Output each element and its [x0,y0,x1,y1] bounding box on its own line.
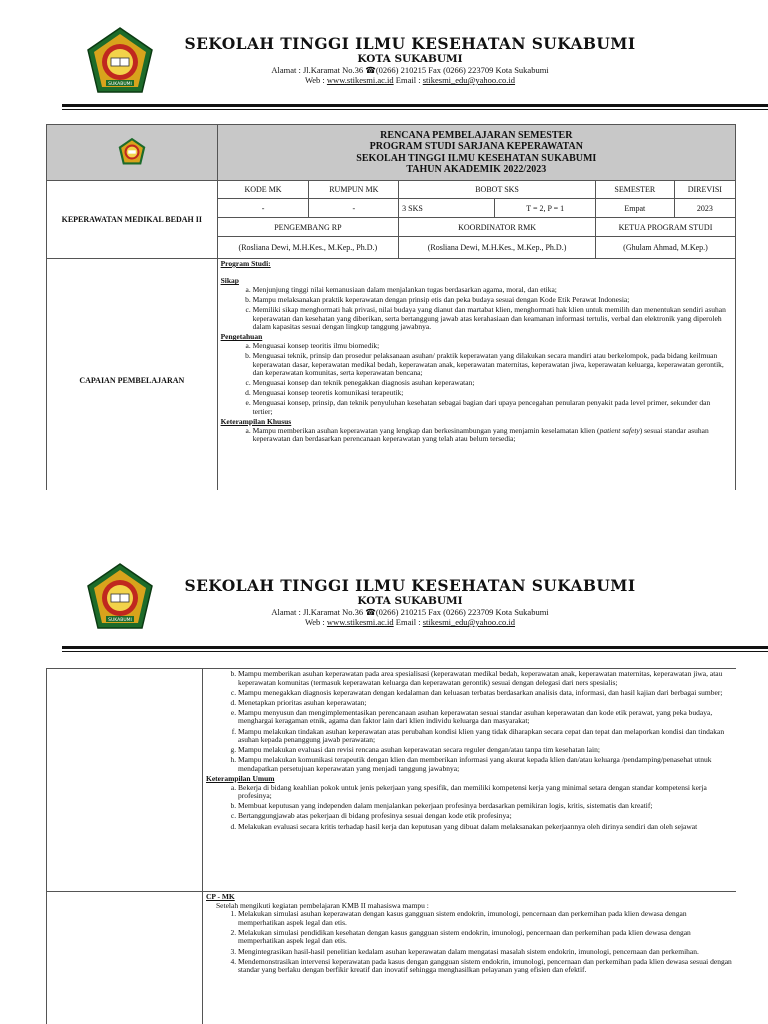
institution-address: Alamat : Jl.Karamat No.36 ☎(0266) 210215 Fax (0266) 223709 Kota Sukabumi [271,607,549,617]
val-direvisi: 2023 [674,199,735,218]
val-pengembang: (Rosliana Dewi, M.H.Kes., M.Kep., Ph.D.) [217,237,399,259]
col-koordinator: KOORDINATOR RMK [399,218,596,237]
rps-title: RENCANA PEMBELAJARAN SEMESTER PROGRAM STUDI SARJANA KEPERAWATAN SEKOLAH TINGGI ILMU KESEHATAN SUKABUMI TAHUN AKADEMIK 2022/2023 [217,125,735,181]
val-kode-mk: - [217,199,309,218]
capaian-label: CAPAIAN PEMBELAJARAN [47,259,218,491]
svg-text:SUKABUMI: SUKABUMI [108,82,132,87]
list-item: 4. Mendemonstrasikan intervensi keperawatan pada kasus dengan gangguan sistem endokrin, imunologi, pencernaan dan perkemihan pada klien dewasa sesuai dengan standar yang berlaku dengan berfikir kreatif dan inovatif sehingga menghasilkan pelayanan yang efisien dan efektif. [238,958,733,975]
col-direvisi: DIREVISI [674,181,735,199]
pengetahuan-heading: Pengetahuan [220,332,263,342]
list-item: 2. Melakukan simulasi pendidikan kesehatan dengan kasus gangguan sistem endokrin, imunologi, pencernaan dan perkemihan pada klien dewasa dengan memperhatikan aspek legal dan etis. [238,929,733,946]
cpmk-heading: CP - MK [206,892,235,901]
rps-page1-clip [46,124,736,490]
list-item: h. Mampu melakukan komunikasi terapeutik dengan klien dan memberikan informasi yang akurat kepada klien dan/atau keluarga /pendamping/penasehat utnuk mendapatkan persetujuan keperawatan yang menjadi tanggung jawabnya; [238,756,733,773]
keterampilan-umum-heading: Keterampilan Umum [206,774,275,784]
list-item: d. Melakukan evaluasi secara kritis terhadap hasil kerja dan keputusan yang dibuat dalam melaksanakan pekerjaannya oleh dirinya sendiri dan oleh sejawat [238,823,733,832]
col-kode-mk: KODE MK [217,181,309,199]
institution-city: KOTA SUKABUMI [357,595,463,607]
cpmk-content [203,892,737,1024]
list-item: b. Membuat keputusan yang independen dalam menjalankan pekerjaan profesinya berdasarkan pemikiran logis, kritis, sistematis dan kreatif; [238,802,733,811]
letterhead-page2 [0,562,768,644]
col-rumpun-mk: RUMPUN MK [309,181,399,199]
letterhead-rule [62,104,768,107]
list-item: 3. Mengintegrasikan hasil-hasil penelitian kedalam asuhan keperawatan dalam mengatasi masalah sistem endokrin, imunologi, pencernaan dan perkemihan. [238,948,733,957]
letterhead-rule-thin [62,109,768,110]
list-item: b. Mampu memberikan asuhan keperawatan pada area spesialisasi (keperawatan medikal bedah, keperawatan anak, keperawatan maternitas, keperawatan jiwa, atau keperawatan komunitas (termasuk keperawatan keluarga dan keperawatan gerontik) sesuai dengan delegasi dari ners spesialis; [238,670,733,687]
list-item: a. Menguasai konsep teoritis ilmu biomedik; [253,342,732,351]
institution-address: Alamat : Jl.Karamat No.36 ☎(0266) 210215 Fax (0266) 223709 Kota Sukabumi [271,65,549,75]
list-item: b. Mampu melaksanakan praktik keperawatan dengan prinsip etis dan peka budaya sesuai dengan Kode Etik Perawat Indonesia; [253,296,732,305]
program-studi-heading: Program Studi: [220,259,271,268]
val-koordinator: (Rosliana Dewi, M.H.Kes., M.Kep., Ph.D.) [399,237,596,259]
capaian-content-continued [203,669,737,892]
institution-logo-small [115,137,149,167]
rps-table-page1 [46,124,736,490]
capaian-content [217,259,735,491]
letterhead-rule [62,646,768,649]
keterampilan-khusus-heading: Keterampilan Khusus [220,417,292,427]
val-ketua-prodi: (Ghulam Ahmad, M.Kep.) [595,237,735,259]
list-item: e. Mampu menyusun dan mengimplementasikan perencanaan asuhan keperawatan sesuai standar asuhan keperawatan dan kode etik perawat, yang peka budaya, menghargai keragaman etnik, agama dan faktor lain dari klien individu keluarga dan masyarakat; [238,709,733,726]
list-item: f. Mampu melakukan tindakan asuhan keperawatan atas perubahan kondisi klien yang tidak diharapkan secara cepat dan tepat dan melaporkan kondisi dan tindakan asuhan kepada penanggung jawab perawatan; [238,728,733,745]
list-item: a. Bekerja di bidang keahlian pokok untuk jenis pekerjaan yang spesifik, dan memiliki kompetensi kerja yang minimal setara dengan standar kompetensi kerja profesinya; [238,784,733,801]
list-item: a. Menjunjung tinggi nilai kemanusiaan dalam menjalankan tugas berdasarkan agama, moral, dan etika; [253,286,732,295]
svg-text:SUKABUMI: SUKABUMI [108,618,132,623]
email-link[interactable]: stikesmi_edu@yahoo.co.id [422,75,516,85]
list-item: c. Bertanggungjawab atas pekerjaan di bidang profesinya sesuai dengan kode etik profesinya; [238,812,733,821]
institution-contact: Web : www.stikesmi.ac.id Email : stikesmi_edu@yahoo.co.id [304,75,516,85]
list-item: g. Mampu melakukan evaluasi dan revisi rencana asuhan keperawatan secara reguler dengan/atau tanpa tim kesehatan lain; [238,746,733,755]
website-link[interactable]: www.stikesmi.ac.id [326,75,394,85]
keterampilan-khusus-list-continued [206,670,733,774]
keterampilan-umum-list [206,784,733,831]
course-name: KEPERAWATAN MEDIKAL BEDAH II [47,181,218,259]
cpmk-list [206,910,733,975]
list-item: b. Menguasai teknik, prinsip dan prosedur pelaksanaan asuhan/ praktik keperawatan yang dilakukan secara mandiri atau berkelompok, pada bidang keilmuan keperawatan dasar, keperawatan medikal bedah, keperawatan anak, keperawatan maternitas, keperawatan jiwa, keperawatan keluarga, keperawatan gerontik, dan keperawatan komunitas, serta keperawatan bencana; [253,352,732,378]
pengetahuan-list [221,342,732,417]
institution-name: SEKOLAH TINGGI ILMU KESEHATAN SUKABUMI [184,576,636,595]
list-item: a. Mampu memberikan asuhan keperawatan yang lengkap dan berkesinambungan yang menjamin keselamatan klien (patient safety) sesuai standar asuhan keperawatan dan berdasarkan perencanaan keperawatan yang telah atau belum tersedia; [253,427,732,444]
val-rumpun-mk: - [309,199,399,218]
val-semester: Empat [595,199,674,218]
list-item: c. Memiliki sikap menghormati hak privasi, nilai budaya yang dianut dan martabat klien, menghormati hak klien untuk memilih dan menentukan sendiri asuhan keperawatan dan kesehatan yang diberikan, serta bertanggung jawab atas kerahasiaan dan keamanan informasi tertulis, verbal dan elektronik yang diperoleh dalam kapasitas sesuai dengan lingkup tanggung jawabnya. [253,306,732,332]
email-link[interactable]: stikesmi_edu@yahoo.co.id [422,617,516,627]
list-item: d. Menetapkan prioritas asuhan keperawatan; [238,699,733,708]
letterhead-rule-thin [62,651,768,652]
letterhead-page1 [0,26,768,108]
capaian-label-continued [47,669,203,892]
website-link[interactable]: www.stikesmi.ac.id [326,617,394,627]
list-item: c. Menguasai konsep dan teknik penegakkan diagnosis asuhan keperawatan; [253,379,732,388]
list-item: d. Menguasai konsep teoretis komunikasi terapeutik; [253,389,732,398]
sikap-list [221,286,732,332]
col-pengembang: PENGEMBANG RP [217,218,399,237]
institution-city: KOTA SUKABUMI [357,53,463,65]
col-semester: SEMESTER [595,181,674,199]
institution-name: SEKOLAH TINGGI ILMU KESEHATAN SUKABUMI [184,34,636,53]
sikap-heading: Sikap [220,276,239,286]
keterampilan-khusus-list [221,427,732,444]
institution-contact: Web : www.stikesmi.ac.id Email : stikesmi_edu@yahoo.co.id [304,617,516,627]
val-sks: 3 SKS [399,199,495,218]
list-item: e. Menguasai konsep, prinsip, dan teknik penyuluhan kesehatan sebagai bagian dari upaya pencegahan penularan penyakit pada level primer, sekunder dan tertier; [253,399,732,416]
col-ketua-prodi: KETUA PROGRAM STUDI [595,218,735,237]
val-teori-praktik: T = 2, P = 1 [495,199,596,218]
list-item: 1. Melakukan simulasi asuhan keperawatan dengan kasus gangguan sistem endokrin, imunologi, pencernaan dan perkemihan pada klien dewasa dengan memperhatikan aspek legal dan etis. [238,910,733,927]
rps-page2-clip [46,668,736,1024]
cpmk-intro: Setelah mengikuti kegiatan pembelajaran KMB II mahasiswa mampu : [216,900,429,910]
cpmk-label [47,892,203,1024]
header-logo-cell [47,125,218,181]
col-bobot-sks: BOBOT SKS [399,181,596,199]
rps-table-page2 [46,668,736,1024]
list-item: c. Mampu menegakkan diagnosis keperawatan dengan kedalaman dan keluasan terbatas berdasarkan analisis data, informasi, dan hasil kajian dari berbagai sumber; [238,689,733,698]
